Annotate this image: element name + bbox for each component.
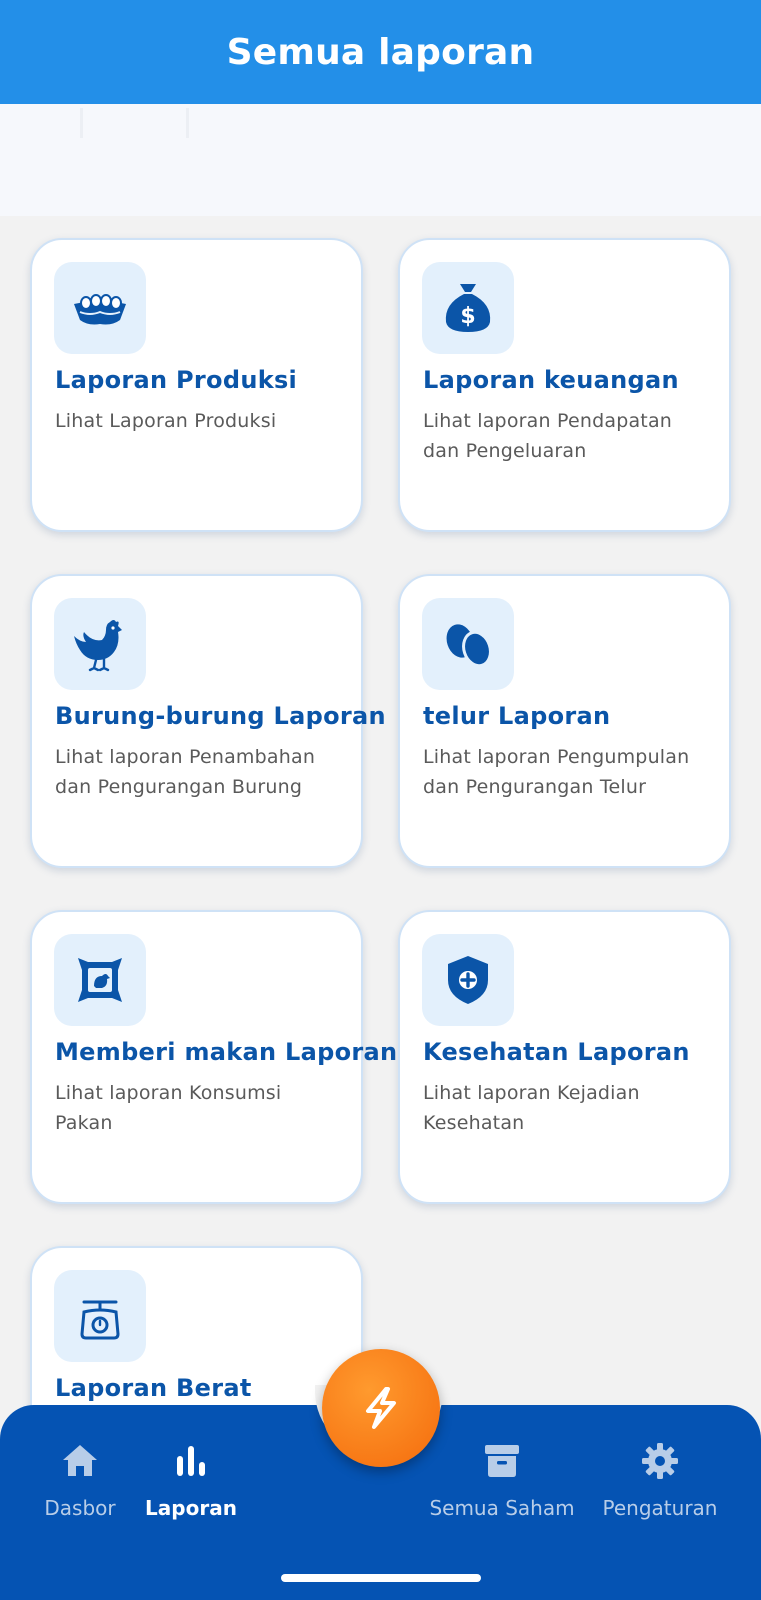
report-card-produksi[interactable] — [30, 238, 363, 532]
home-icon — [59, 1440, 101, 1482]
card-title: Memberi makan Laporan — [55, 1038, 398, 1066]
money-bag-icon — [422, 262, 514, 354]
eggs-icon — [422, 598, 514, 690]
archive-box-icon — [481, 1440, 523, 1482]
card-title: Burung-burung Laporan — [55, 702, 386, 730]
bar-chart-icon — [170, 1440, 212, 1482]
nav-item-pengaturan[interactable] — [604, 1440, 716, 1520]
chicken-icon — [54, 598, 146, 690]
health-shield-icon — [422, 934, 514, 1026]
nav-label: Semua Saham — [429, 1496, 575, 1520]
nav-label: Laporan — [145, 1496, 237, 1520]
report-card-keuangan[interactable] — [398, 238, 731, 532]
card-description: Lihat laporan Pengumpulan dan Pengurangan Telur — [423, 746, 690, 798]
quick-action-button[interactable] — [322, 1349, 440, 1467]
nav-item-laporan[interactable] — [145, 1440, 237, 1520]
lightning-bolt-icon — [358, 1385, 404, 1431]
banner-divider — [186, 108, 189, 138]
card-description: Lihat laporan Pendapatan dan Pengeluaran — [423, 410, 673, 462]
card-title: telur Laporan — [423, 702, 611, 730]
report-card-telur[interactable] — [398, 574, 731, 868]
card-title: Laporan Berat — [55, 1374, 252, 1402]
home-indicator — [281, 1574, 481, 1582]
card-description: Lihat laporan Kejadian Kesehatan — [423, 1082, 640, 1134]
nav-item-dasbor[interactable] — [46, 1440, 114, 1520]
card-description: Lihat Laporan Produksi — [55, 410, 277, 432]
egg-tray-icon — [54, 262, 146, 354]
report-card-pakan[interactable] — [30, 910, 398, 1204]
page-title: Semua laporan — [226, 31, 535, 73]
weight-scale-icon — [54, 1270, 146, 1362]
nav-label: Pengaturan — [602, 1496, 718, 1520]
card-title: Laporan keuangan — [423, 366, 679, 394]
svg-text:$: $ — [460, 304, 476, 329]
nav-label: Dasbor — [44, 1496, 116, 1520]
report-card-burung[interactable] — [30, 574, 386, 868]
banner-area — [0, 104, 761, 216]
card-description: Lihat laporan Konsumsi Pakan — [55, 1082, 282, 1134]
card-title: Laporan Produksi — [55, 366, 298, 394]
feed-sack-icon — [54, 934, 146, 1026]
gear-icon — [639, 1440, 681, 1482]
card-description: Lihat laporan Penambahan dan Pengurangan Burung — [55, 746, 316, 798]
app-bar — [0, 0, 761, 104]
report-card-kesehatan[interactable] — [398, 910, 731, 1204]
card-title: Kesehatan Laporan — [423, 1038, 690, 1066]
nav-item-semua-saham[interactable] — [429, 1440, 575, 1520]
banner-divider — [80, 108, 83, 138]
